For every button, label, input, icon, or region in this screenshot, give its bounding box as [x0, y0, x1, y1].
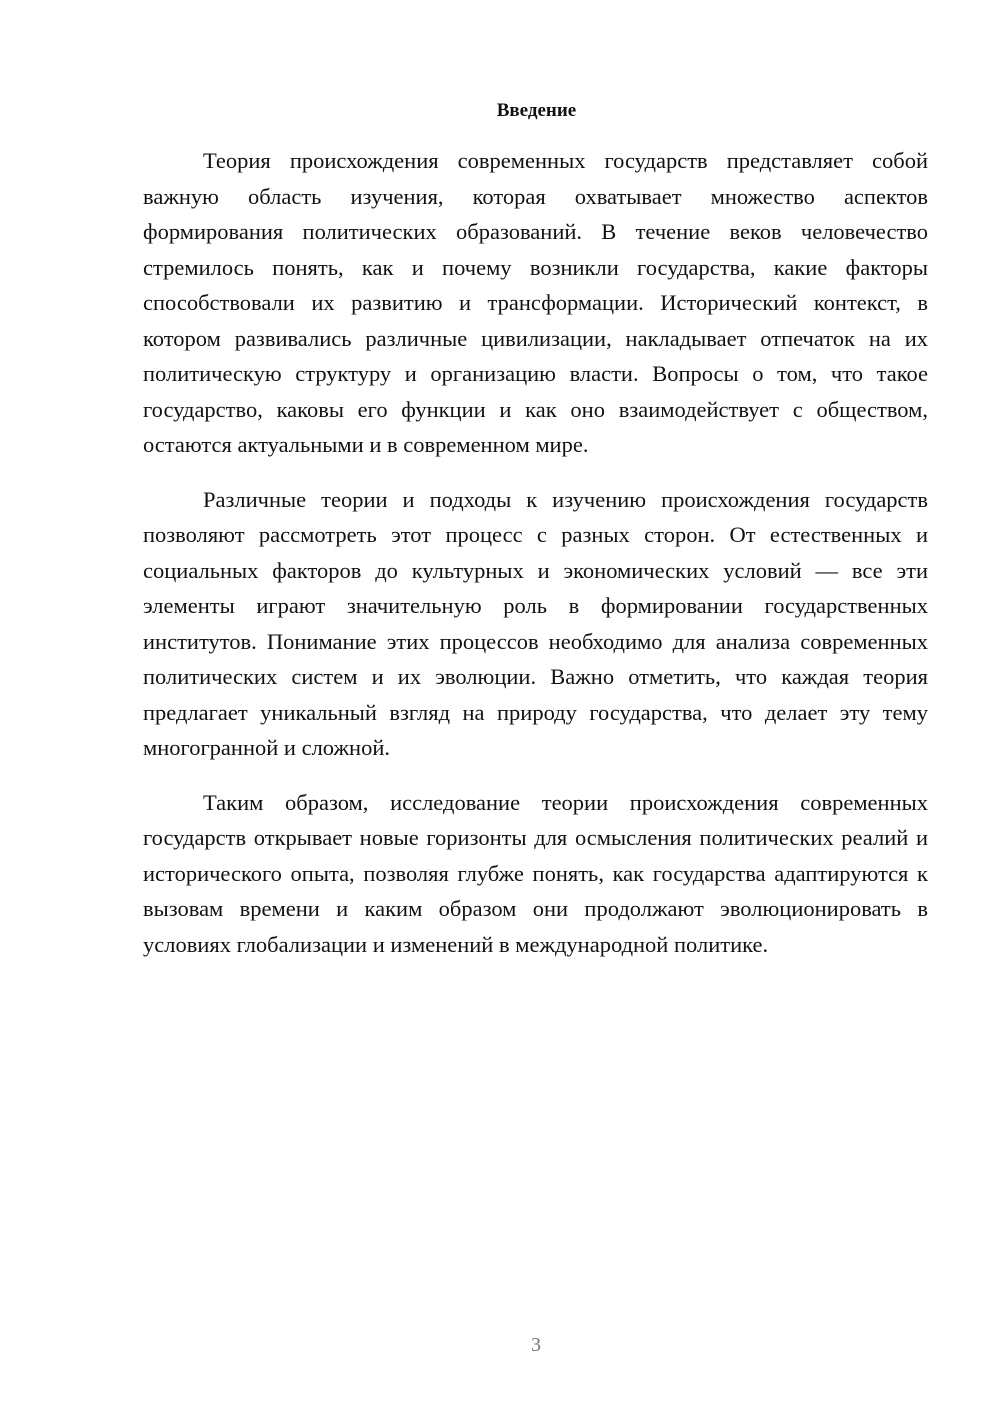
page-number: 3	[531, 1334, 541, 1356]
paragraph-3: Таким образом, исследование теории происхождения современных государств открывает новые горизонты для осмысления политических реалий и исторического опыта, позволяя глубже понять, как государства адаптируются к вызовам времени и каким образом они продолжают эволюционировать в условиях глобализации и изменений в международной политике.	[143, 789, 928, 957]
section-heading: Введение	[496, 100, 577, 121]
paragraph-2: Различные теории и подходы к изучению происхождения государств позволяют рассмотреть этот процесс с разных сторон. От естественных и социальных факторов до культурных и экономических условий — все эти элементы играют значительную роль в формировании государственных институтов. Понимание этих процессов необходимо для анализа современных политических систем и их эволюции. Важно отметить, что каждая теория предлагает уникальный взгляд на природу государства, что делает эту тему многогранной и сложной.	[143, 486, 928, 760]
page-content	[143, 96, 928, 962]
paragraph-1: Теория происхождения современных государств представляет собой важную область изучения, которая охватывает множество аспектов формирования политических образований. В течение веков человечество стремилось понять, как и почему возникли государства, какие факторы способствовали их развитию и трансформации. Исторический контекст, в котором развивались различные цивилизации, накладывает отпечаток на их политическую структуру и организацию власти. Вопросы о том, что такое государство, каковы его функции и как оно взаимодействует с обществом, остаются актуальными и в современном мире.	[143, 148, 928, 457]
